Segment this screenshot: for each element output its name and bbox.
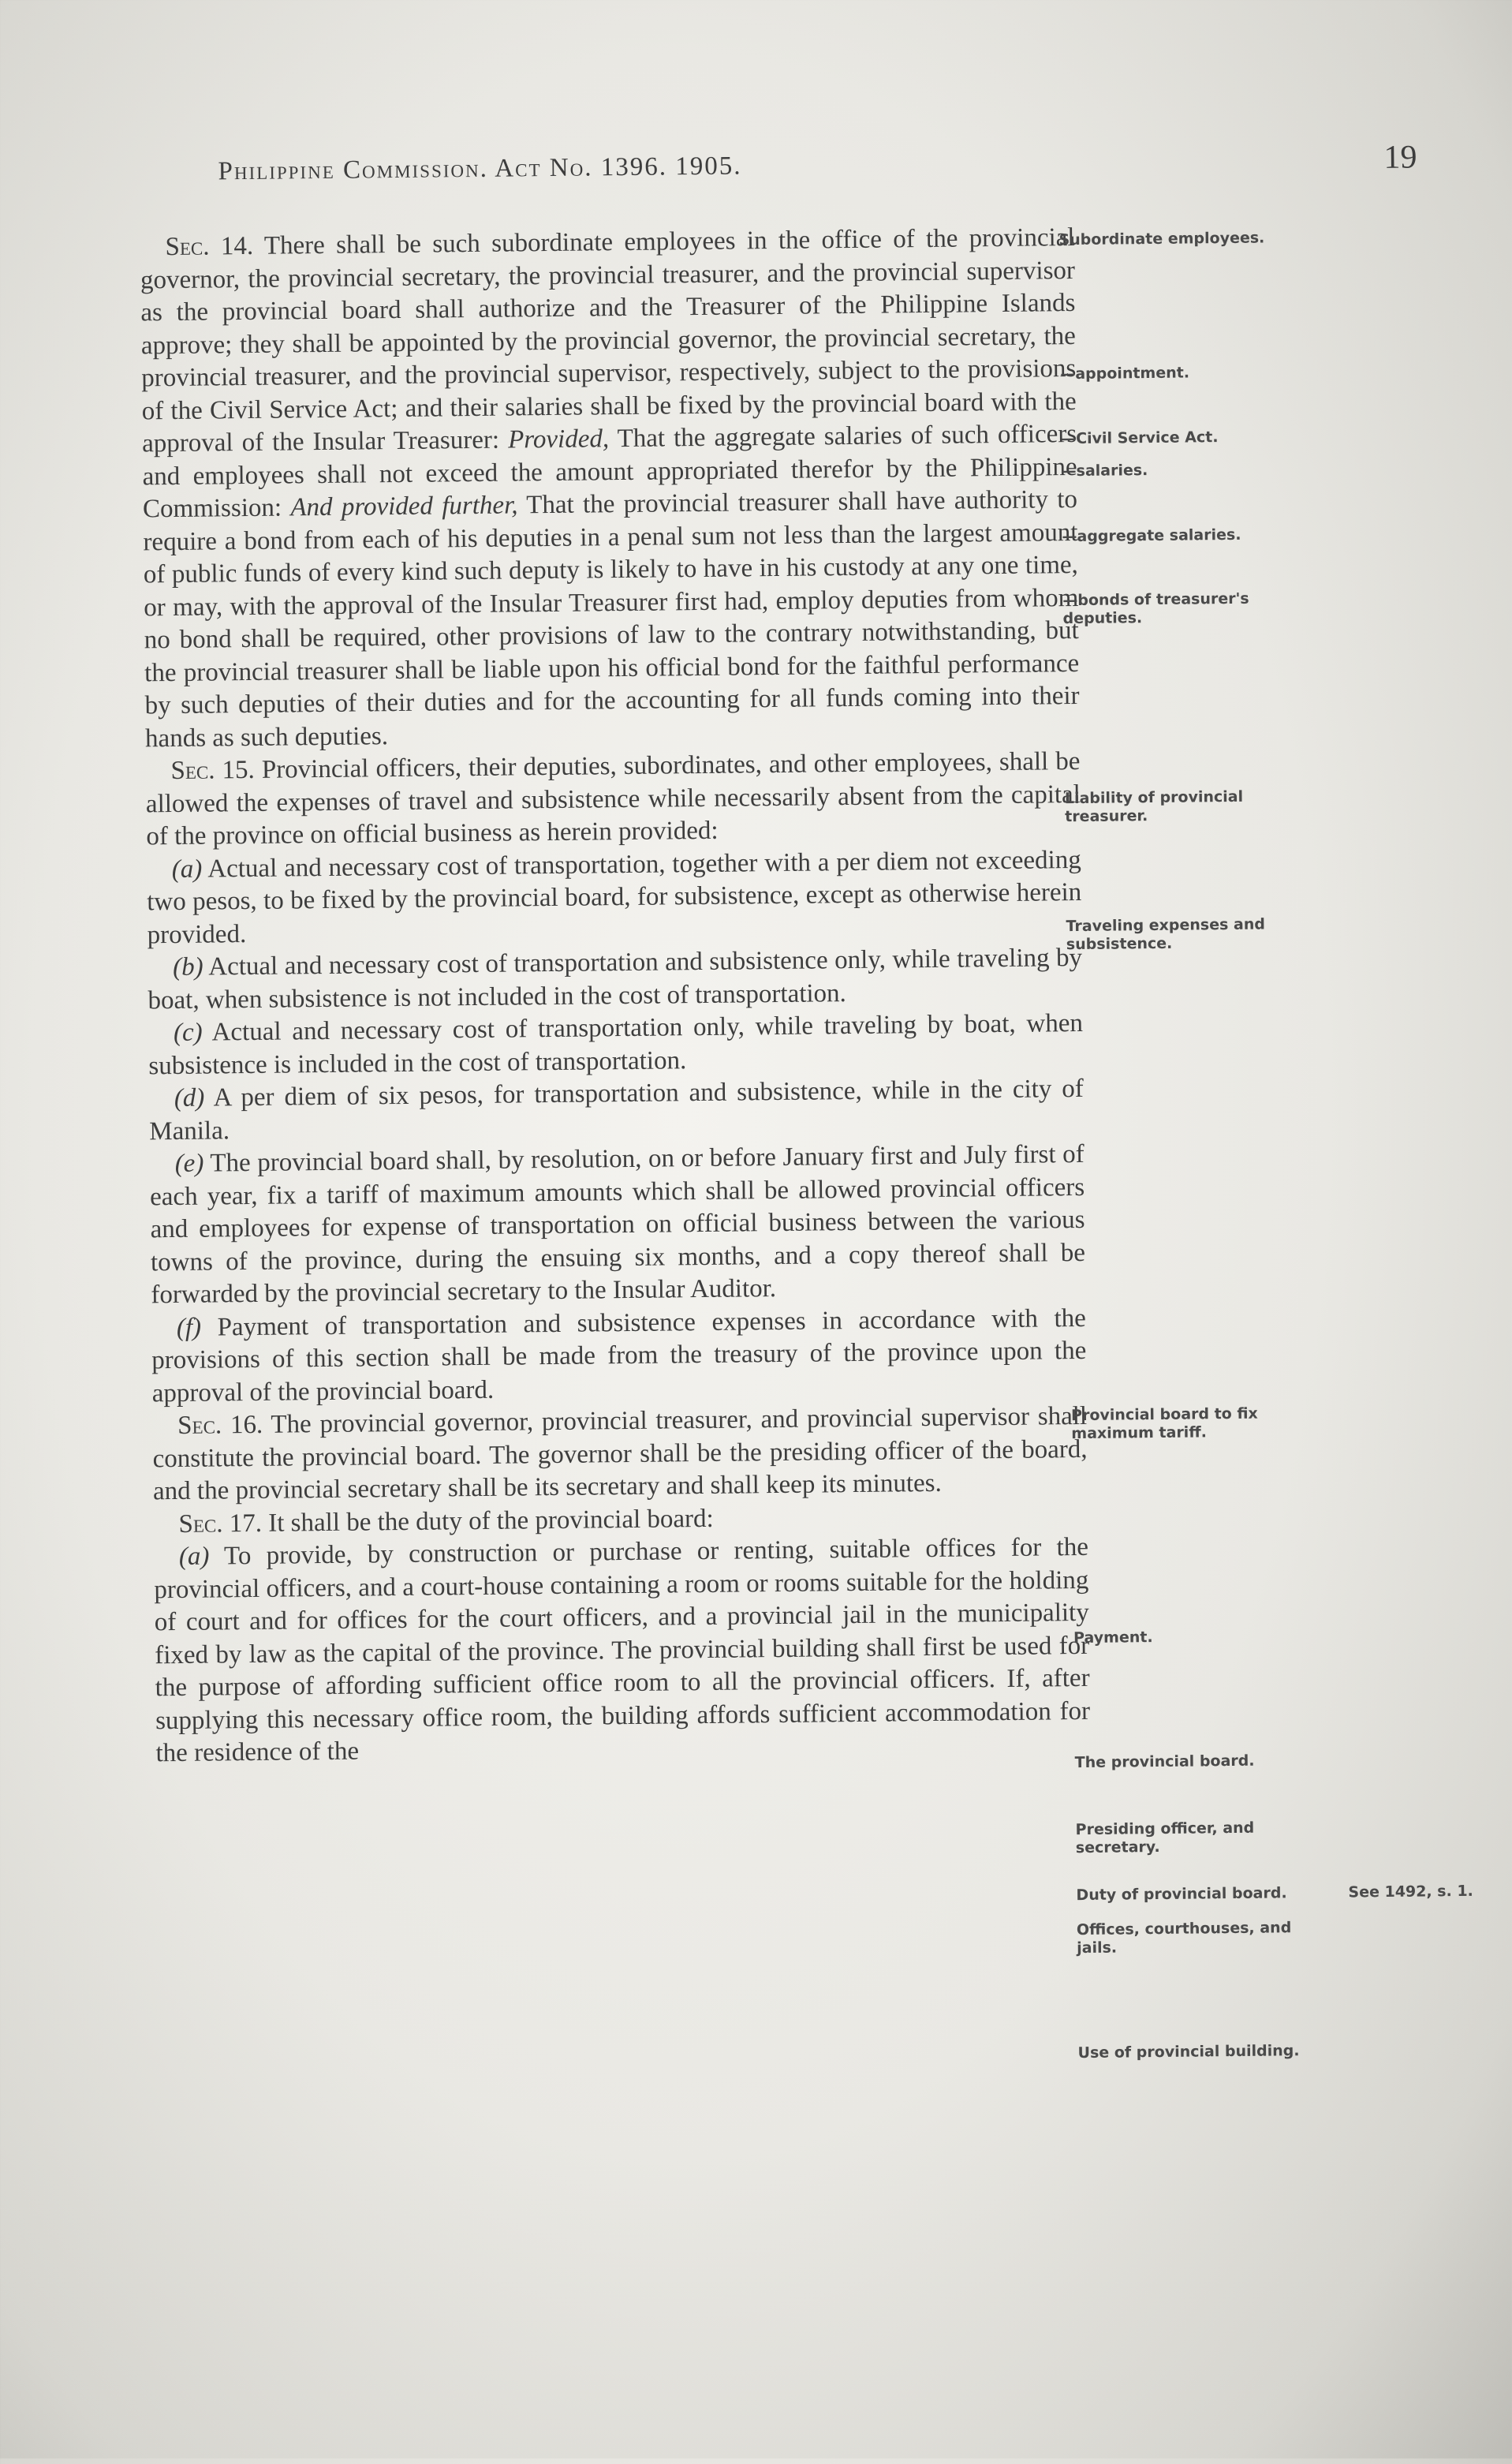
margin-note: The provincial board.	[1074, 1752, 1255, 1772]
subsection-lead: (a)	[171, 854, 203, 884]
paragraph-text: The provincial board shall, by resolution, on or before January first and July first of each year, fix a tariff of maximum amounts which shall be allowed provincial officers and employees for expense of transportation on official business between the various towns of the province, during the ensuing six months, and a copy thereof shall be forwarded by the provincial secretary to the Insular Auditor.	[149, 1139, 1086, 1310]
margin-note: —Civil Service Act.	[1061, 428, 1219, 448]
margin-note: —aggregate salaries.	[1062, 525, 1241, 546]
margin-note: Duty of provincial board.	[1076, 1884, 1287, 1905]
section-lead: Sec. 17.	[178, 1509, 263, 1539]
margin-note: Subordinate employees.	[1058, 229, 1265, 249]
provided-clause: Provided,	[507, 424, 610, 454]
margin-note: Offices, courthouses, and jails.	[1076, 1919, 1292, 1957]
paragraph-text: That the aggregate salaries of such officers and employees shall not exceed the amount appropriated therefor by the Philippine Commission:	[142, 419, 1077, 524]
margin-note: Use of provincial building.	[1077, 2042, 1300, 2062]
running-title: Philippine Commission. Act No. 1396. 1905.	[218, 151, 742, 186]
margin-note: Payment.	[1073, 1628, 1153, 1647]
paragraph-text: There shall be such subordinate employees in the office of the provincial governor, the provincial secretary, the provincial treasurer, and the provincial supervisor as the provincial board shall authorize and the Treasurer of the Philippine Islands approve; they shall be appointed by the provincial governor, the provincial secretary, the provincial treasurer, and the provincial supervisor, respectively, subject to the provisions of the Civil Service Act; and their salaries shall be fixed by the provincial board with the approval of the Insular Treasurer:	[140, 222, 1077, 458]
subsection-e	[150, 1139, 1086, 1312]
subsection-lead: (e)	[174, 1149, 204, 1179]
subsection-lead: (f)	[176, 1313, 202, 1342]
subsection-lead: (d)	[174, 1083, 205, 1113]
subsection-lead: (b)	[172, 952, 203, 982]
paragraph-text: That the provincial treasurer shall have authority to require a bond from each of his deputies in a penal sum not less than the largest amount of public funds of every kind such deputy is likely to have in his custody at any one time, or may, with the approval of the Insular Treasurer first had, employ deputies from whom no bond shall be required, other provisions of law to the contrary notwithstanding, but the provincial treasurer shall be liable upon his official bond for the faithful performance by such deputies of their duties and for the accounting for all funds coming into their hands as such deputies.	[143, 484, 1080, 753]
margin-note: Traveling expenses and subsistence.	[1066, 915, 1266, 954]
paragraph-text: Actual and necessary cost of transportation, together with a per diem not exceeding two pesos, to be fixed by the provincial board, for subsistence, except as otherwise herein provided.	[147, 845, 1082, 949]
subsection-b	[147, 942, 1083, 1017]
margin-note: Liability of provincial treasurer.	[1064, 787, 1244, 826]
margin-note: Provincial board to fix maximum tariff.	[1071, 1404, 1258, 1443]
page-number: 19	[1383, 139, 1417, 176]
section-16	[152, 1400, 1088, 1509]
section-lead: Sec. 16.	[177, 1410, 263, 1440]
subsection-lead: (c)	[173, 1018, 203, 1048]
subsection-d	[149, 1073, 1085, 1148]
section-15	[145, 746, 1081, 854]
section-lead: Sec. 14.	[165, 231, 254, 262]
paragraph-text: Payment of transportation and subsistence expenses in accordance with the provisions of this section shall be made from the treasury of the province upon the approval of the provincial board.	[151, 1303, 1087, 1408]
paragraph-text: Actual and necessary cost of transportation and subsistence only, while traveling by boat, when subsistence is not included in the cost of transportation.	[147, 943, 1083, 1015]
margin-note: —bonds of treasurer's deputies.	[1062, 589, 1249, 628]
subsection-f	[151, 1302, 1087, 1410]
body-text	[140, 222, 1090, 1770]
subsection-a	[147, 843, 1082, 952]
page-header	[218, 139, 1417, 204]
provided-further-clause: And provided further,	[290, 491, 518, 522]
subsection-c	[148, 1008, 1084, 1082]
paragraph-text: The provincial governor, provincial treasurer, and provincial supervisor shall constitute the provincial board. The governor shall be the presiding officer of the board, and the provincial secretary shall be its secretary and shall keep its minutes.	[152, 1401, 1088, 1506]
margin-note: Presiding officer, and secretary.	[1075, 1819, 1255, 1857]
paragraph-text: A per diem of six pesos, for transportation and subsistence, while in the city of Manila.	[149, 1074, 1084, 1146]
margin-note: —appointment.	[1060, 364, 1190, 383]
margin-note: —salaries.	[1061, 462, 1148, 480]
subsection-17-a	[154, 1531, 1091, 1770]
section-14	[140, 222, 1080, 755]
paragraph-text: Actual and necessary cost of transportation only, while traveling by boat, when subsistence is included in the cost of transportation.	[148, 1008, 1084, 1080]
cross-reference-note: See 1492, s. 1.	[1348, 1882, 1473, 1901]
section-lead: Sec. 15.	[170, 755, 255, 786]
paragraph-text: To provide, by construction or purchase or renting, suitable offices for the provincial officers, and a court-house containing a room or rooms suitable for the holding of court and for offices for the court officers, and a provincial jail in the municipality fixed by law as the capital of the province. The provincial building shall first be used for the purpose of affording sufficient office room to all the provincial officers. If, after supplying this necessary office room, the building affords sufficient accommodation for the residence of the	[154, 1532, 1091, 1768]
paragraph-text: Provincial officers, their deputies, subordinates, and other employees, shall be allowed the expenses of travel and subsistence while necessarily absent from the capital of the province on official business as herein provided:	[145, 746, 1081, 851]
paragraph-text: It shall be the duty of the provincial board:	[261, 1504, 714, 1538]
subsection-lead: (a)	[178, 1542, 210, 1571]
